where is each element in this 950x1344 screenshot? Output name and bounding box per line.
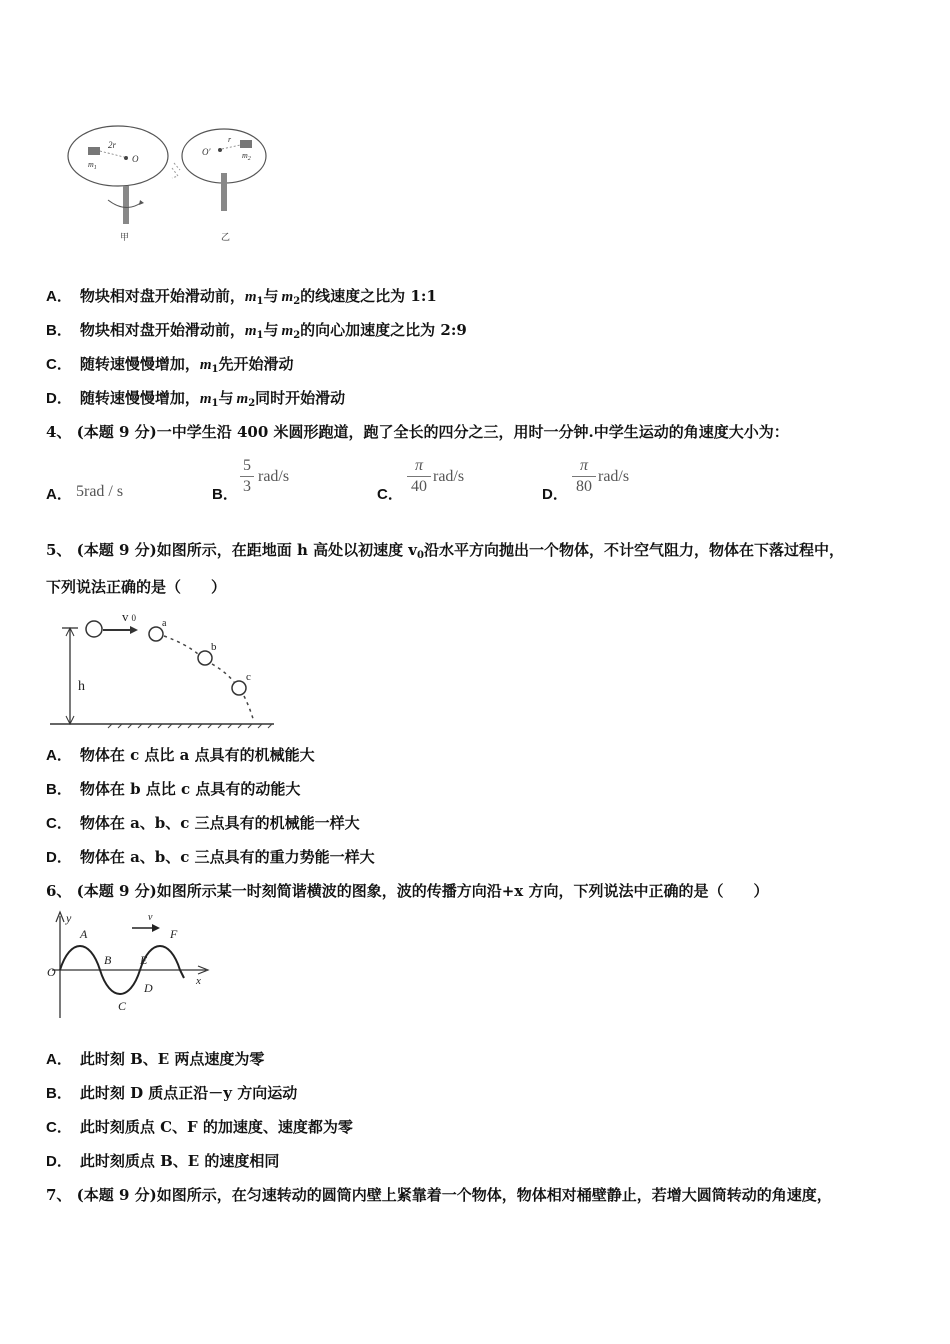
q6-option-d[interactable]: D． 此时刻质点 B、E 的速度相同	[46, 1152, 280, 1170]
label-o: O	[47, 965, 56, 979]
center-o	[124, 156, 128, 160]
label-o: O	[132, 154, 139, 164]
label-c: c	[246, 671, 251, 683]
caption-yi: 乙	[221, 232, 231, 242]
q5-stem-line2: 下列说法正确的是（ ）	[46, 578, 227, 596]
contact-mark	[172, 163, 180, 178]
label-a: a	[162, 618, 167, 629]
center-o-prime	[218, 148, 222, 152]
ball-a	[149, 627, 163, 641]
fraction-c: π 40	[407, 456, 431, 497]
q3-option-a[interactable]: A． 物块相对盘开始滑动前，$m_1$与 $m_2$的线速度之比为 1:1	[46, 287, 437, 307]
q4-stem: 4、 (本题 9 分)一中学生沿 400 米圆形跑道，跑了全长的四分之三，用时一分钟.中学生运动的角速度大小为：	[46, 423, 789, 441]
label-m2: $m_2$	[242, 151, 251, 162]
q6-option-a[interactable]: A． 此时刻 B、E 两点速度为零	[46, 1050, 265, 1068]
label-2r: 2r	[108, 140, 117, 150]
q4-option-d[interactable]: D． π 80 rad/s	[542, 457, 630, 503]
q6-option-c[interactable]: C． 此时刻质点 C、F 的加速度、速度都为零	[46, 1118, 353, 1136]
label-o-prime: O′	[202, 147, 211, 157]
figure-rotating-discs	[60, 118, 280, 250]
label-A: A	[80, 927, 88, 941]
fraction-d: π 80	[572, 456, 596, 497]
ball-b	[198, 651, 212, 665]
label-x: x	[196, 975, 201, 987]
label-v: v	[148, 912, 153, 923]
q6-option-b[interactable]: B． 此时刻 D 质点正沿－y 方向运动	[46, 1084, 298, 1102]
caption-jia: 甲	[120, 232, 130, 242]
label-B: B	[104, 953, 112, 967]
trajectory	[164, 636, 254, 722]
label-y: y	[66, 911, 72, 925]
label-v0: v 0	[122, 609, 136, 624]
ball-c	[232, 681, 246, 695]
figure-projectile	[48, 608, 278, 732]
q5-option-d[interactable]: D． 物体在 a、b、c 三点具有的重力势能一样大	[46, 848, 375, 866]
shaft-yi	[221, 173, 227, 211]
q4-option-c[interactable]: C． π 40 rad/s	[377, 457, 465, 503]
q3-option-c[interactable]: C． 随转速慢慢增加，$m_1$先开始滑动	[46, 355, 294, 375]
block-m1	[88, 147, 100, 155]
shaft-jia	[123, 186, 129, 224]
q3-option-b[interactable]: B． 物块相对盘开始滑动前，$m_1$与 $m_2$的向心加速度之比为 2:9	[46, 321, 467, 341]
q5-stem-line1: 5、 (本题 9 分)如图所示，在距地面 h 高处以初速度 $v_0$沿水平方向抛出一个物体，不计空气阻力，物体在下落过程中，	[46, 541, 845, 561]
figure-wave	[44, 908, 214, 1022]
label-F: F	[170, 927, 178, 941]
label-E: E	[140, 953, 148, 967]
q5-option-a[interactable]: A． 物体在 c 点比 a 点具有的机械能大	[46, 746, 315, 764]
disc-jia	[68, 126, 168, 186]
q7-stem: 7、 (本题 9 分)如图所示，在匀速转动的圆筒内壁上紧靠着一个物体，物体相对桶壁静止，若增大圆筒转动的角速度，	[46, 1186, 832, 1204]
label-D: D	[144, 981, 153, 995]
label-m1: $m_1$	[88, 160, 97, 171]
label-h: h	[78, 679, 85, 694]
q6-stem: 6、 (本题 9 分)如图所示某一时刻简谐横波的图象，波的传播方向沿+x 方向，下列说法中正确的是（ ）	[46, 882, 769, 900]
label-b: b	[211, 641, 217, 653]
fraction-b: 5 3	[240, 456, 254, 497]
q5-option-b[interactable]: B． 物体在 b 点比 c 点具有的动能大	[46, 780, 301, 798]
q4-option-a[interactable]: A． 5rad / s	[46, 483, 124, 503]
block-m2	[240, 140, 252, 148]
ball-start	[86, 621, 102, 637]
q3-option-d[interactable]: D． 随转速慢慢增加，$m_1$与 $m_2$同时开始滑动	[46, 389, 346, 409]
q4-option-b[interactable]: B． 5 3 rad/s	[212, 457, 290, 503]
label-C: C	[118, 999, 127, 1013]
label-r: r	[228, 135, 232, 144]
q5-option-c[interactable]: C． 物体在 a、b、c 三点具有的机械能一样大	[46, 814, 360, 832]
